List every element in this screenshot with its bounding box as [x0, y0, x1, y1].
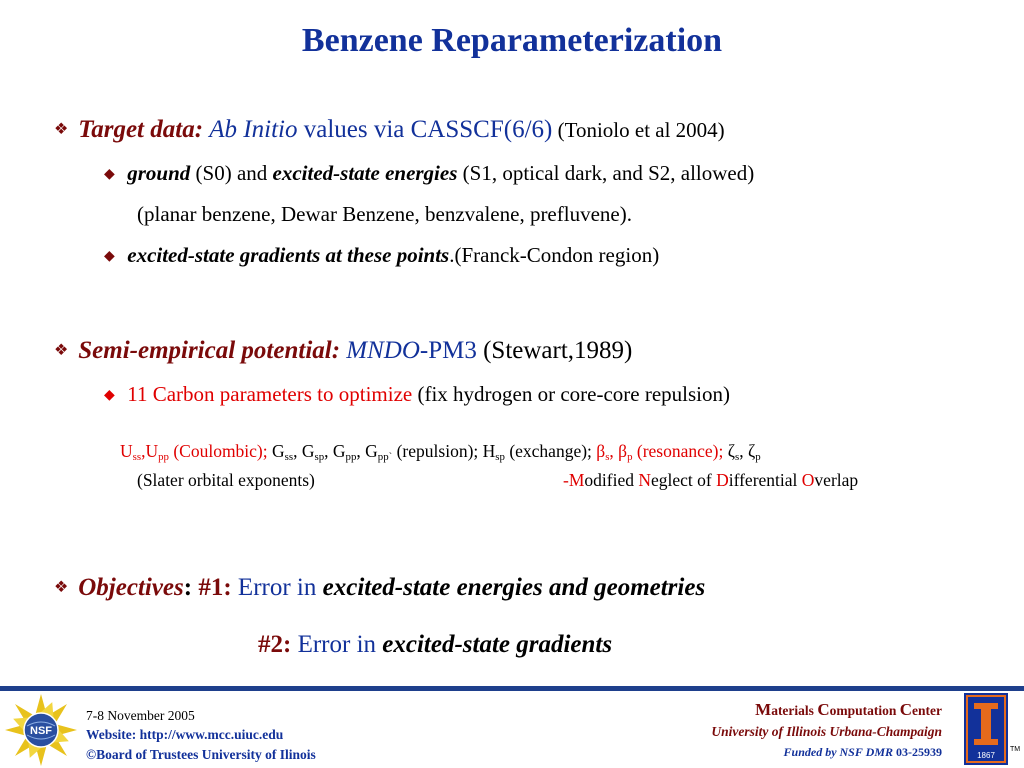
g-ss-sub: ss — [284, 451, 294, 463]
g-symbol: G — [301, 441, 315, 461]
bullet-target-data — [54, 116, 725, 144]
funded-text: Funded by NSF DMR — [783, 745, 893, 759]
mcc-aterials: aterials — [771, 703, 818, 718]
g-symbol: G — [365, 441, 378, 461]
uiuc-logo-icon — [964, 693, 1008, 765]
beta-s-sub: s — [605, 451, 610, 463]
sep: , — [293, 441, 302, 461]
stewart-ref: (Stewart,1989) — [476, 337, 633, 364]
s0-text: (S0) and — [190, 161, 273, 185]
mndo-eglect: eglect of — [650, 470, 717, 490]
mcc-m: M — [755, 700, 772, 719]
objective-1-number: #1: — [198, 574, 232, 601]
h-sp-sub: sp — [495, 451, 505, 463]
mcc-name — [755, 700, 942, 720]
bullet-objectives — [54, 574, 705, 602]
u-pp-sub: pp — [158, 451, 169, 463]
target-data-label: Target data: — [78, 116, 204, 143]
excited-energies-text: excited-state energies — [272, 161, 458, 185]
mndo-o: O — [801, 470, 815, 490]
mndo-odified: odified — [584, 470, 639, 490]
mcc-enter: enter — [912, 703, 942, 718]
beta-symbol: β — [596, 441, 606, 461]
objective-2-text: excited-state gradients — [382, 631, 613, 658]
diamond-sub-bullet-icon: ◆ — [104, 167, 115, 182]
ab-initio-text: Ab Initio — [209, 116, 298, 143]
mndo-n: N — [638, 470, 651, 490]
diamond-bullet-icon: ❖ — [54, 579, 69, 596]
sub-bullet-carbon-params — [104, 382, 730, 407]
mndo-verlap: verlap — [814, 470, 859, 490]
toniolo-ref: (Toniolo et al 2004) — [552, 118, 725, 142]
u-symbol: U — [120, 441, 133, 461]
diamond-bullet-icon: ❖ — [54, 121, 69, 138]
g-symbol: G — [272, 441, 285, 461]
mcc-c: C — [899, 700, 913, 719]
university-name: University of Illinois Urbana-Champaign — [711, 724, 942, 739]
mndo-ifferential: ifferential — [728, 470, 802, 490]
slide-title: Benzene Reparameterization — [301, 22, 723, 59]
diamond-sub-bullet-icon: ◆ — [104, 388, 115, 403]
objective-1-text: excited-state energies and geometries — [322, 574, 706, 601]
mndo-text: MNDO — [346, 337, 420, 364]
mndo-m: M — [568, 470, 585, 490]
zeta-s-sub: s — [734, 451, 740, 463]
sub-bullet-ground-cont: (planar benzene, Dewar Benzene, benzvalene, prefluvene). — [137, 202, 632, 226]
footer-website[interactable]: Website: http://www.mcc.uiuc.edu — [86, 727, 284, 742]
sep: , — [739, 441, 748, 461]
objectives-label: Objectives — [78, 574, 184, 601]
sub-bullet-gradients — [104, 243, 659, 268]
footer-date: 7-8 November 2005 — [86, 708, 195, 723]
nsf-logo-icon — [2, 693, 80, 768]
ground-text: ground — [127, 161, 191, 185]
g-pp-sub: pp — [345, 451, 357, 463]
exchange-text: (exchange); — [504, 441, 597, 461]
g-pp2-sub: pp` — [377, 451, 393, 463]
uiuc-logo-year: 1867 — [977, 751, 995, 760]
error-in-text: Error in — [231, 574, 323, 601]
sub-bullet-ground — [104, 161, 754, 186]
dash: - — [563, 470, 569, 490]
funding-line — [784, 745, 942, 760]
g-sp-sub: sp — [314, 451, 325, 463]
fix-hydrogen-text: (fix hydrogen or core-core repulsion) — [412, 382, 731, 406]
diamond-bullet-icon: ❖ — [54, 342, 69, 359]
mndo-expansion — [563, 470, 858, 491]
colon: : — [183, 574, 199, 601]
parameter-list-line1 — [120, 441, 761, 462]
nsf-logo-text: NSF — [30, 725, 52, 737]
u-ss-sub: ss — [132, 451, 142, 463]
g-symbol: G — [332, 441, 346, 461]
franck-condon-text: .(Franck-Condon region) — [449, 243, 660, 267]
grant-number: 03-25939 — [893, 745, 942, 759]
error-in-text: Error in — [291, 631, 383, 658]
beta-p-sub: p — [627, 451, 633, 463]
slater-exponents-text: (Slater orbital exponents) — [137, 470, 315, 490]
resonance-text: (resonance); — [632, 441, 728, 461]
diamond-sub-bullet-icon: ◆ — [104, 249, 115, 264]
casscf-text: values via CASSCF(6/6) — [297, 116, 553, 143]
footer-copyright: ©Board of Trustees University of Ilinois — [86, 747, 316, 762]
s1-s2-text: (S1, optical dark, and S2, allowed) — [457, 161, 755, 185]
mndo-d: D — [716, 470, 729, 490]
sep: , — [324, 441, 333, 461]
u-symbol: ,U — [141, 441, 159, 461]
repulsion-text: (repulsion); H — [392, 441, 496, 461]
zeta-symbol: ζ — [747, 441, 756, 461]
pm3-text: -PM3 — [419, 337, 477, 364]
semi-empirical-label: Semi-empirical potential: — [78, 337, 341, 364]
objective-2-line — [258, 631, 612, 659]
gradients-text: excited-state gradients at these points — [127, 243, 450, 267]
bullet-semi-empirical — [54, 337, 632, 365]
sep: , — [356, 441, 366, 461]
zeta-p-sub: p — [755, 451, 761, 463]
trademark-text: TM — [1010, 746, 1021, 753]
mcc-omputation: omputation — [829, 703, 900, 718]
sep: , — [609, 441, 619, 461]
coulombic-text: (Coulombic); — [168, 441, 272, 461]
mcc-c: C — [817, 700, 830, 719]
objective-2-number: #2: — [258, 631, 292, 658]
carbon-params-text: 11 Carbon parameters to optimize — [127, 382, 413, 406]
zeta-symbol: ζ — [727, 441, 735, 461]
beta-symbol: β — [618, 441, 628, 461]
